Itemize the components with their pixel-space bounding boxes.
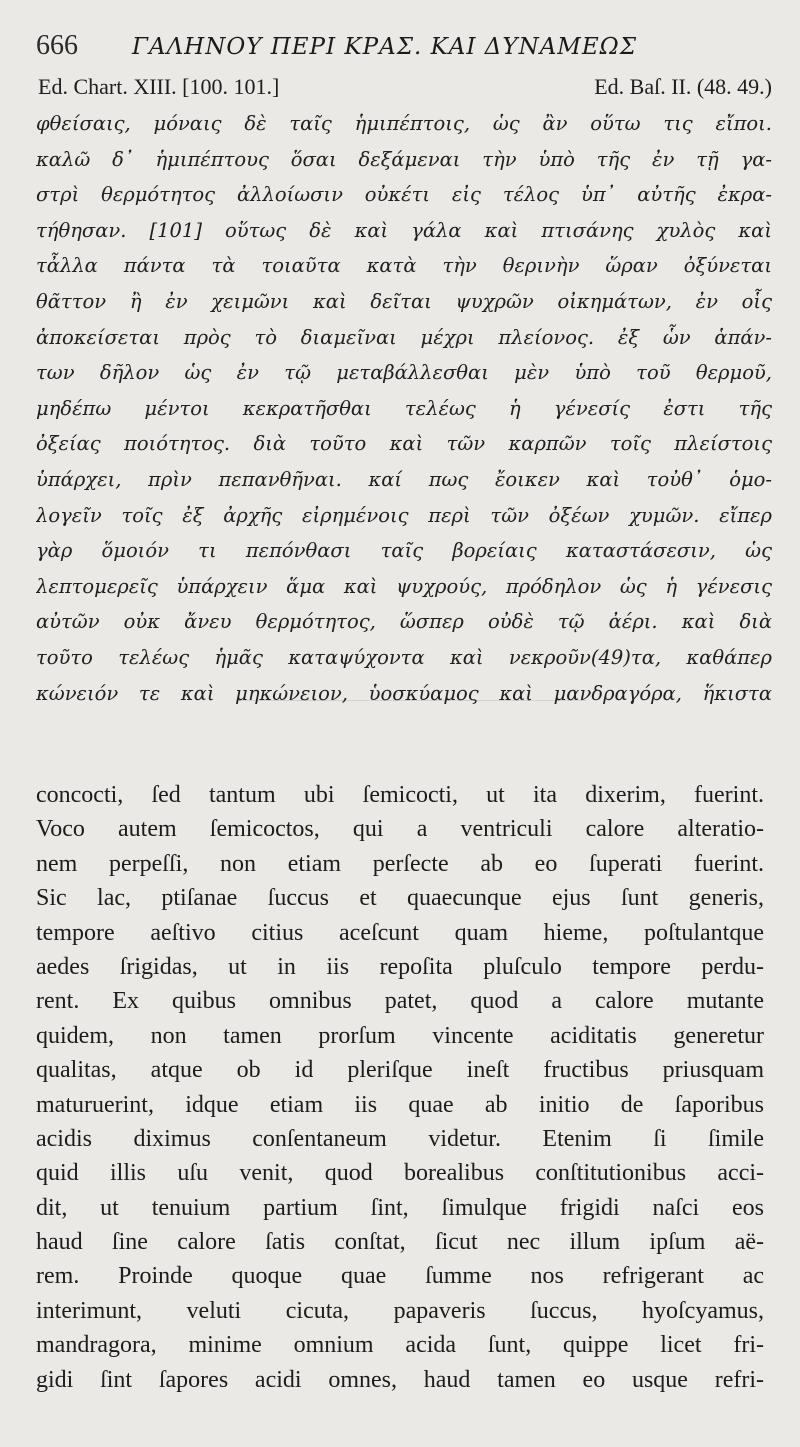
- greek-text-line: τήθησαν. [101] οὕτως δὲ καὶ γάλα καὶ πτισάνης χυλὸς καὶ: [36, 218, 772, 242]
- greek-text-line: καλῶ δ᾽ ἡμιπέπτους ὅσαι δεξάμεναι τὴν ὑπὸ τῆς ἐν τῇ γα-: [36, 147, 772, 171]
- latin-text-line: gidi ſint ſapores acidi omnes, haud tamen eo usque refri-: [36, 1366, 764, 1393]
- greek-text-block: [36, 106, 772, 711]
- greek-text-line: τοῦτο τελέως ἡμᾶς καταψύχοντα καὶ νεκροῦν(49)τα, καθάπερ: [36, 645, 772, 669]
- greek-text-line: γὰρ ὅμοιόν τι πεπόνθασι ταῖς βορείαις καταστάσεσιν, ὡς: [36, 539, 772, 563]
- latin-text-line: quid illis uſu venit, quod borealibus conſtitutionibus acci-: [36, 1160, 764, 1187]
- edition-reference-left: Ed. Chart. XIII. [100. 101.]: [38, 74, 280, 99]
- latin-text-line: maturuerint, idque etiam iis quae ab initio de ſaporibus: [36, 1091, 764, 1118]
- greek-text-line: ὑπάρχει, πρὶν πεπανθῆναι. καί πως ἔοικεν καὶ τοὐθ᾽ ὁμο-: [36, 467, 772, 491]
- greek-text-line: στρὶ θερμότητος ἀλλοίωσιν οὐκέτι εἰς τέλος ὑπ᾽ αὐτῆς ἐκρα-: [36, 183, 772, 207]
- greek-text-line: των δῆλον ὡς ἐν τῷ μεταβάλλεσθαι μὲν ὑπὸ τοῦ θερμοῦ,: [36, 361, 772, 385]
- greek-text-line: ὀξείας ποιότητος. διὰ τοῦτο καὶ τῶν καρπῶν τοῖς πλείστοις: [36, 432, 772, 456]
- latin-text-line: Voco autem ſemicoctos, qui a ventriculi calore alteratio-: [36, 816, 764, 843]
- edition-reference-line: [38, 74, 772, 104]
- latin-text-line: nem perpeſſi, non etiam perſecte ab eo ſuperati fuerint.: [36, 850, 764, 877]
- greek-text-line: λεπτομερεῖς ὑπάρχειν ἅμα καὶ ψυχρούς, πρόδηλον ὡς ἡ γένεσις: [36, 574, 772, 598]
- running-title: ΓΑΛΗΝΟΥ ΠΕΡΙ ΚΡΑΣ. ΚΑΙ ΔΥΝΑΜΕΩΣ: [132, 34, 637, 60]
- greek-text-line: ἀποκείσεται πρὸς τὸ διαμεῖναι μέχρι πλείονος. ἐξ ὧν ἁπάν-: [36, 325, 772, 349]
- greek-text-line: κώνειόν τε καὶ μηκώνειον, ὑοσκύαμος καὶ μανδραγόρα, ἥκιστα: [36, 681, 772, 705]
- greek-text-line: αὐτῶν οὐκ ἄνευ θερμότητος, ὥσπερ οὐδὲ τῷ ἀέρι. καὶ διὰ: [36, 610, 772, 634]
- greek-text-line: φθείσαις, μόναις δὲ ταῖς ἡμιπέπτοις, ὡς ἂν οὕτω τις εἴποι.: [36, 112, 772, 135]
- latin-text-line: haud ſine calore ſatis conſtat, ſicut nec illum ipſum aë-: [36, 1229, 764, 1256]
- latin-text-line: interimunt, veluti cicuta, papaveris ſuccus, hyoſcyamus,: [36, 1297, 764, 1324]
- greek-text-line: τἆλλα πάντα τὰ τοιαῦτα κατὰ τὴν θερινὴν ὥραν ὀξύνεται: [36, 254, 772, 278]
- latin-text-line: qualitas, atque ob id pleriſque ineſt fructibus priusquam: [36, 1057, 764, 1084]
- latin-text-line: acidis diximus conſentaneum videtur. Etenim ſi ſimile: [36, 1125, 764, 1152]
- edition-reference-right: Ed. Baſ. II. (48. 49.): [594, 74, 772, 99]
- latin-text-line: aedes ſrigidas, ut in iis repoſita pluſculo tempore perdu-: [36, 953, 764, 980]
- page-number: 666: [36, 30, 78, 61]
- latin-text-line: tempore aeſtivo citius aceſcunt quam hieme, poſtulantque: [36, 919, 764, 946]
- latin-text-line: rent. Ex quibus omnibus patet, quod a calore mutante: [36, 988, 764, 1015]
- latin-text-line: dit, ut tenuium partium ſint, ſimulque frigidi naſci eos: [36, 1194, 764, 1221]
- page-header: [36, 30, 776, 66]
- latin-text-line: quidem, non tamen prorſum vincente aciditatis generetur: [36, 1022, 764, 1049]
- latin-text-block: [36, 778, 764, 1397]
- greek-text-line: λογεῖν τοῖς ἐξ ἀρχῆς εἰρημένοις περὶ τῶν ὀξέων χυμῶν. εἴπερ: [36, 503, 772, 527]
- greek-text-line: μηδέπω μέντοι κεκρατῆσθαι τελέως ἡ γένεσίς ἐστι τῆς: [36, 396, 772, 420]
- latin-text-line: Sic lac, ptiſanae ſuccus et quaecunque ejus ſunt generis,: [36, 885, 764, 912]
- greek-text-line: θᾶττον ἢ ἐν χειμῶνι καὶ δεῖται ψυχρῶν οἰκημάτων, ἐν οἷς: [36, 289, 772, 313]
- latin-text-line: rem. Proinde quoque quae ſumme nos refrigerant ac: [36, 1263, 764, 1290]
- latin-text-line: mandragora, minime omnium acida ſunt, quippe licet fri-: [36, 1332, 764, 1359]
- latin-text-line: concocti, ſed tantum ubi ſemicocti, ut ita dixerim, fuerint.: [36, 782, 764, 808]
- bleed-through-rule: [236, 700, 586, 701]
